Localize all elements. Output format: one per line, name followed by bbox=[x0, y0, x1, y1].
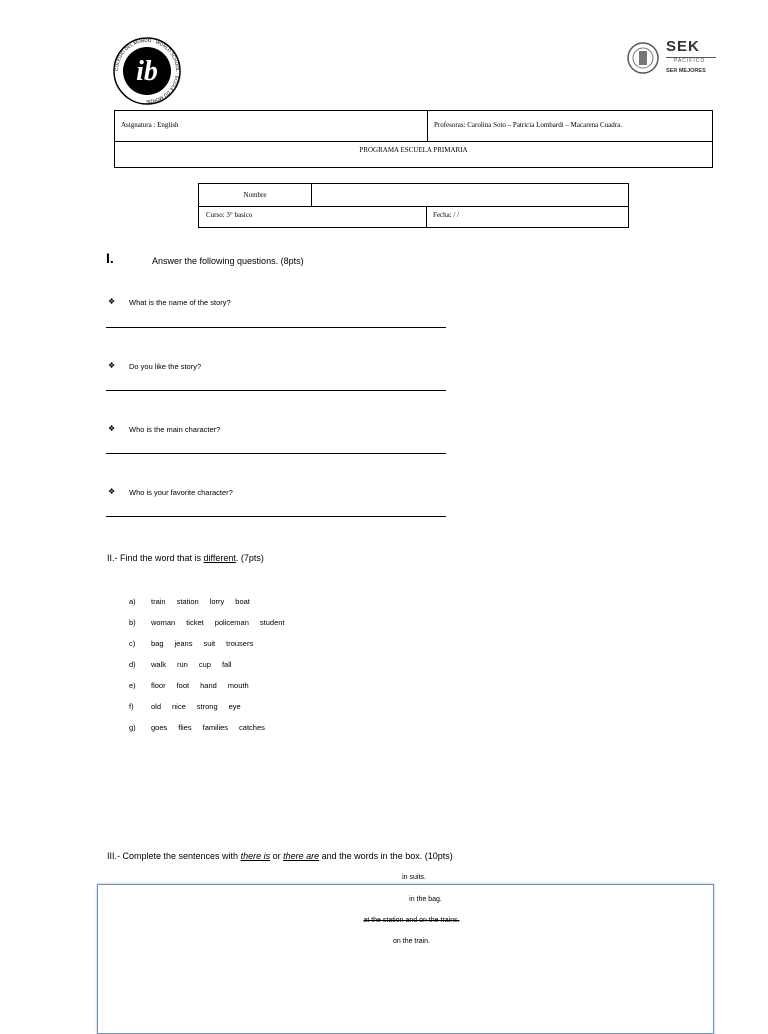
option-word[interactable]: old bbox=[151, 702, 162, 711]
option-word[interactable]: boat bbox=[235, 597, 250, 606]
there-are-phrase: there are bbox=[283, 851, 320, 861]
question-1: What is the name of the story? bbox=[129, 298, 231, 307]
option-letter: c) bbox=[129, 639, 136, 648]
different-word: different bbox=[203, 553, 236, 563]
option-word[interactable]: jeans bbox=[174, 639, 193, 648]
sek-logo bbox=[626, 38, 718, 78]
option-row bbox=[129, 597, 261, 606]
question-4: Who is your favorite character? bbox=[129, 488, 233, 497]
bullet-icon: ❖ bbox=[108, 424, 116, 433]
option-word[interactable]: train bbox=[151, 597, 166, 606]
option-word[interactable]: ticket bbox=[186, 618, 204, 627]
option-word[interactable]: policeman bbox=[214, 618, 249, 627]
box-item-2: at the station and on the trains. bbox=[363, 917, 460, 924]
option-word[interactable]: cup bbox=[198, 660, 211, 669]
sek-name: SEK bbox=[666, 38, 700, 55]
ib-logo-letters: ib bbox=[136, 56, 158, 87]
option-word[interactable]: goes bbox=[151, 723, 168, 732]
answer-line-2[interactable] bbox=[106, 390, 446, 391]
course-cell: Curso: 3° basico bbox=[199, 207, 427, 227]
option-word[interactable]: student bbox=[259, 618, 285, 627]
option-word[interactable]: trousers bbox=[226, 639, 254, 648]
option-row bbox=[129, 660, 243, 669]
date-cell[interactable]: Fecha: / / bbox=[433, 211, 460, 219]
name-label: Nombre bbox=[199, 184, 312, 206]
section1-number: I. bbox=[106, 250, 114, 266]
option-word[interactable]: families bbox=[202, 723, 229, 732]
option-word[interactable]: foot bbox=[176, 681, 190, 690]
option-letter: e) bbox=[129, 681, 136, 690]
name-field[interactable] bbox=[312, 184, 628, 206]
option-row bbox=[129, 618, 296, 627]
option-word[interactable]: eye bbox=[228, 702, 241, 711]
option-letter: g) bbox=[129, 723, 136, 732]
option-word[interactable]: walk bbox=[151, 660, 167, 669]
bullet-icon: ❖ bbox=[108, 361, 116, 370]
sek-sub2: SER MEJORES bbox=[666, 68, 706, 74]
option-letter: a) bbox=[129, 597, 136, 606]
answer-line-4[interactable] bbox=[106, 516, 446, 517]
box-item-3: on the train. bbox=[393, 938, 430, 945]
option-row bbox=[129, 723, 276, 732]
section1-title: Answer the following questions. (8pts) bbox=[152, 256, 304, 266]
teachers-cell: Profesoras: Carolina Soto – Patricia Lombardi – Macarena Cuadra. bbox=[434, 121, 622, 129]
option-letter: b) bbox=[129, 618, 136, 627]
ib-logo bbox=[104, 36, 190, 106]
option-letter: d) bbox=[129, 660, 136, 669]
sek-sub1: PACIFICO bbox=[674, 58, 706, 64]
question-2: Do you like the story? bbox=[129, 362, 202, 371]
question-3: Who is the main character? bbox=[129, 425, 221, 434]
option-word[interactable]: floor bbox=[151, 681, 166, 690]
option-word[interactable]: lorry bbox=[209, 597, 225, 606]
word-box bbox=[97, 884, 714, 1034]
option-row bbox=[129, 702, 252, 711]
option-word[interactable]: strong bbox=[196, 702, 218, 711]
section2-title: II.- Find the word that is different. (7pts) bbox=[107, 553, 264, 563]
student-info-table bbox=[198, 183, 629, 228]
option-word[interactable]: bag bbox=[151, 639, 164, 648]
option-word[interactable]: station bbox=[176, 597, 199, 606]
option-word[interactable]: fall bbox=[221, 660, 232, 669]
option-word[interactable]: woman bbox=[151, 618, 176, 627]
sek-crest-icon bbox=[626, 41, 660, 75]
option-word[interactable]: flies bbox=[178, 723, 192, 732]
option-word[interactable]: run bbox=[177, 660, 188, 669]
answer-line-1[interactable] bbox=[106, 327, 446, 328]
header-table bbox=[114, 110, 713, 168]
above-box-text: in suits. bbox=[402, 874, 426, 881]
box-item-1: in the bag. bbox=[409, 896, 442, 903]
ib-logo-ring-text: COLEGIO DEL MUNDO · WORLD SCHOOL · ÉCOLE DU MONDE bbox=[113, 37, 181, 105]
program-cell: PROGRAMA ESCUELA PRIMARIA bbox=[359, 146, 468, 154]
bullet-icon: ❖ bbox=[108, 487, 116, 496]
option-letter: f) bbox=[129, 702, 134, 711]
option-word[interactable]: suit bbox=[203, 639, 216, 648]
option-word[interactable]: catches bbox=[239, 723, 265, 732]
option-row bbox=[129, 681, 260, 690]
there-is-phrase: there is bbox=[240, 851, 271, 861]
subject-cell: Asignatura : English bbox=[115, 111, 428, 141]
section3-title: III.- Complete the sentences with there is or there are and the words in the box. (10pts) bbox=[107, 851, 453, 861]
option-row bbox=[129, 639, 264, 648]
bullet-icon: ❖ bbox=[108, 297, 116, 306]
answer-line-3[interactable] bbox=[106, 453, 446, 454]
option-word[interactable]: mouth bbox=[227, 681, 249, 690]
option-word[interactable]: nice bbox=[172, 702, 186, 711]
option-word[interactable]: hand bbox=[200, 681, 217, 690]
